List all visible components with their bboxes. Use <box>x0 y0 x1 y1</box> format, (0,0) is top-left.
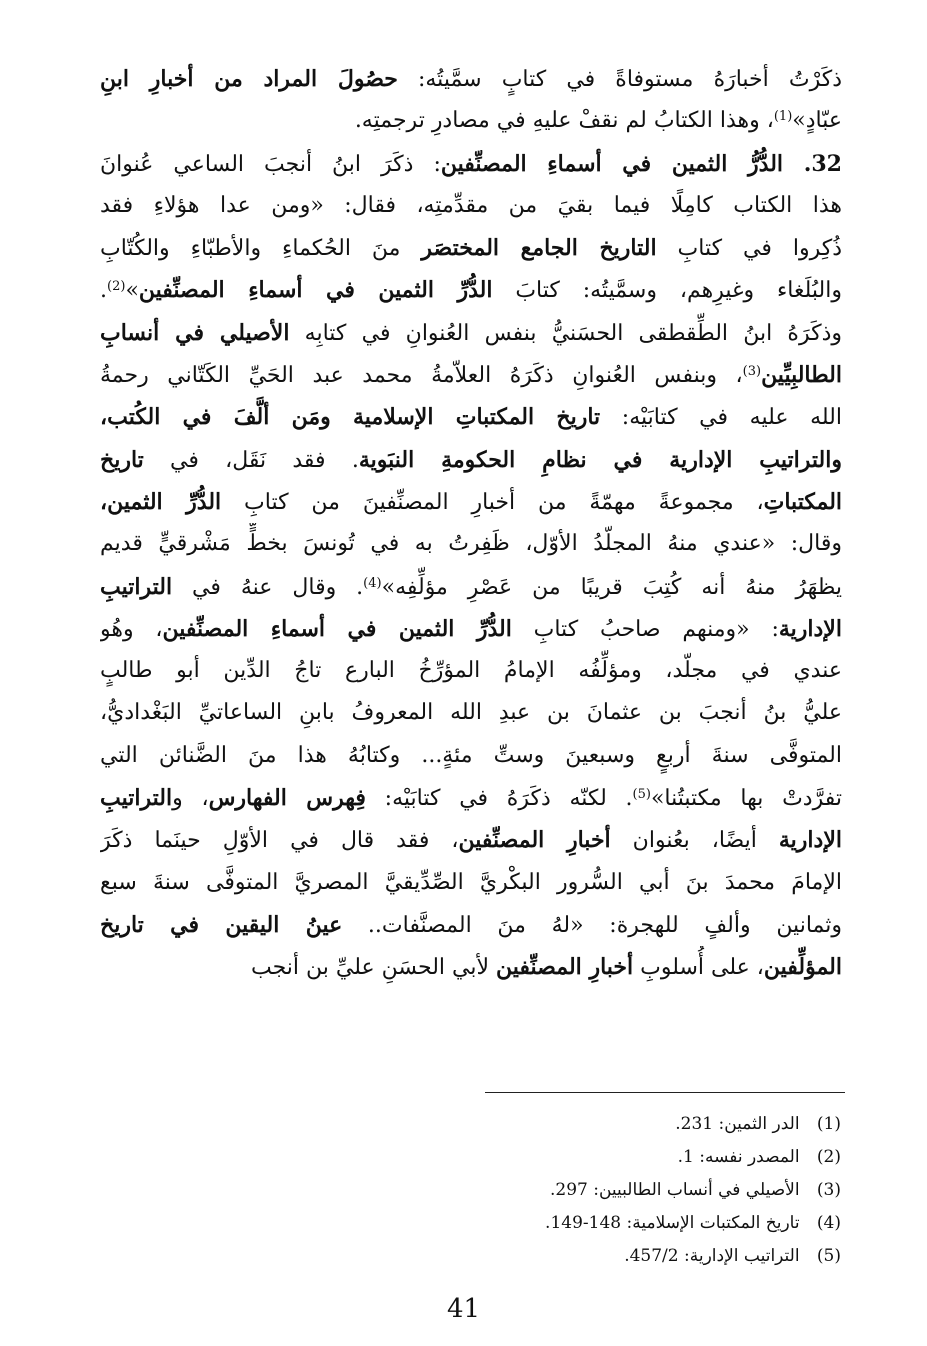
text-line <box>100 396 842 438</box>
text-segment: عبّادٍ <box>805 108 842 134</box>
footnote-separator <box>485 1092 845 1093</box>
text-line <box>100 143 842 185</box>
text-line <box>100 481 842 523</box>
text-segment: » <box>125 278 139 304</box>
footnote-ref: (2) <box>107 279 126 295</box>
text-segment: الإدارية <box>778 827 842 854</box>
text-segment: وثمانين وألفٍ للهجرة: «لهُ منَ المصنَّفات.. <box>342 912 842 938</box>
text-line <box>100 862 842 904</box>
footnote <box>241 1207 841 1240</box>
text-segment: هذا الكتاب كامِلًا فيما بقيَ من مقدِّمتِه، فقال: «ومن عدا هؤلاءِ فقد <box>100 192 842 218</box>
text-segment: ، على أُسلوبِ <box>633 955 764 981</box>
text-line <box>100 439 842 481</box>
footnote <box>241 1174 841 1207</box>
footnote <box>241 1240 841 1273</box>
text-segment: منَ الحُكماءِ والأطبّاءِ والكُتّابِ <box>100 236 422 262</box>
footnotes <box>241 1108 841 1273</box>
text-segment: التاريخ الجامع المختصَر <box>421 235 657 262</box>
text-segment: . لكنّه ذكَرَهُ في كتابَيْه: <box>365 786 633 812</box>
text-segment: الأصيلي في أنسابِ <box>100 319 290 346</box>
text-segment: : «ومنهم صاحبُ كتابِ <box>511 616 779 642</box>
text-line <box>100 354 842 396</box>
text-line <box>100 735 842 777</box>
text-line <box>100 819 842 861</box>
text-segment: الله عليه في كتابَيْه: <box>600 405 842 431</box>
text-segment: ذكَرْتُ أخبارَهُ مستوفاةً في كتابٍ سمَّيتُه: <box>397 67 842 92</box>
footnote <box>241 1108 841 1141</box>
text-segment: المكتباتِ <box>763 488 842 515</box>
text-segment: ، فقد قال في الأوّلِ حينَما ذكَرَ <box>100 828 459 854</box>
text-line <box>100 227 842 269</box>
text-segment: يظهَرُ منهُ أنه كُتِبَ قريبًا من عَصْرِ مؤلِّفِه» <box>381 574 842 600</box>
text-segment: حصُولَ المراد من أخبارِ ابنِ <box>100 66 398 92</box>
text-segment: والبُلَغاء وغيرِهم، وسمَّيتُه: كتابَ <box>492 278 842 304</box>
text-segment: الإمامَ محمدَ بنَ أبي السُّرور البكْريَّ الصِّدِّيقيَّ المصريَّ المتوفَّى سنةَ سبع <box>100 869 842 895</box>
text-line <box>100 777 842 819</box>
text-segment: . وقال عنهُ في <box>172 574 364 600</box>
text-line <box>100 904 842 946</box>
footnote-text: الدر الثمين: 231. <box>675 1114 800 1134</box>
text-segment: أخبارِ المصنِّفين <box>496 954 634 981</box>
text-segment: عينُ اليقين في تاريخ <box>100 911 343 938</box>
footnote-number: (2) <box>816 1147 841 1167</box>
text-line <box>100 58 842 100</box>
text-segment: : ذكَرَ ابنُ أنجبَ الساعي عُنوانَ <box>100 151 441 177</box>
text-segment: أخبارِ المصنِّفين <box>458 827 611 854</box>
text-segment: تفرَّدتْ بها مكتبتُنا» <box>650 786 842 812</box>
text-segment: الإدارية <box>778 615 842 642</box>
text-segment: الدُّرِّ الثمين في أسماءِ المصنِّفين <box>138 277 493 304</box>
footnote <box>241 1141 841 1174</box>
text-segment: الطالبِيِّين <box>761 362 842 389</box>
footnote-text: التراتيب الإدارية: 457/2. <box>624 1246 800 1266</box>
text-segment: وذكَرَهُ ابنُ الطِّقطقى الحسَنيُّ بنفس العُنوانِ في كتابِه <box>289 320 842 346</box>
text-segment: عندي في مجلّد، ومؤلِّفُه الإمامُ المؤرِّخُ البارع تاجُ الدِّين أبو طالبٍ <box>100 658 842 684</box>
footnote-number: (3) <box>816 1180 841 1200</box>
text-segment: الدُّرِّ الثمين، <box>100 488 222 515</box>
footnote-ref: (5) <box>632 787 651 803</box>
text-line <box>100 608 842 650</box>
footnote-text: المصدر نفسه: 1. <box>677 1147 800 1167</box>
text-segment: ذُكِروا في كتابِ <box>656 236 842 262</box>
text-segment: والتراتيبِ الإدارية في نظامِ الحكومةِ النبَوية <box>358 446 842 473</box>
text-segment: تاريخ <box>100 446 144 473</box>
text-segment: ، مجموعةً مهمّةً من أخبارِ المصنِّفينَ من كتابِ <box>221 489 764 515</box>
text-segment: عليُّ بنُ أنجبَ بن عثمانَ بن عبدِ الله المعروفُ بابنِ الساعاتيِّ البَغْداديُّ، <box>100 700 842 726</box>
footnote-text: تاريخ المكتبات الإسلامية: 148-149. <box>545 1213 800 1233</box>
text-line <box>100 523 842 565</box>
text-segment: الدُّرِّ الثمين في أسماءِ المصنِّفين <box>162 615 512 642</box>
text-line <box>100 692 842 734</box>
text-segment: » <box>792 108 806 134</box>
text-segment: أيضًا، بعُنوان <box>610 828 779 854</box>
footnote-ref: (4) <box>363 575 382 591</box>
text-segment: . فقد نَقَل، في <box>143 447 359 473</box>
text-line <box>100 650 842 692</box>
body-text <box>100 58 842 989</box>
text-line <box>100 566 842 608</box>
footnote-number: (4) <box>816 1213 841 1233</box>
text-segment: ، وبنفس العُنوانِ ذكَرَهُ العلاّمةُ محمد عبد الحَيِّ الكَتّاني رحمةُ <box>100 363 743 389</box>
text-segment: فِهرس الفهارس <box>208 785 366 812</box>
text-segment: التراتيبِ <box>100 573 173 600</box>
text-segment: تاريخ المكتباتِ الإسلامية ومَن ألَّفَ في الكُتب، <box>100 404 601 431</box>
text-line <box>100 269 842 311</box>
text-segment: المؤلِّفين <box>763 954 842 981</box>
text-segment: لأبي الحسَنِ عليِّ بن أنجب <box>251 955 497 981</box>
footnote-number: (5) <box>816 1246 841 1266</box>
text-segment: . <box>100 278 107 304</box>
text-segment: ، وهذا الكتابُ لم نقفْ عليهِ في مصادرِ ترجمتِه. <box>354 108 774 134</box>
text-line <box>100 946 842 988</box>
text-segment: 32. الدُّرُّ الثمين في أسماءِ المصنِّفين <box>440 150 842 177</box>
page-number: 41 <box>446 1294 481 1324</box>
text-segment: المتوفَّى سنةَ أربعٍ وسبعينَ وستِّ مئةٍ... وكتابُهُ هذا منَ الضَّنائن التي <box>100 742 842 768</box>
text-line <box>100 185 842 227</box>
text-segment: ، و <box>172 786 209 812</box>
text-line <box>100 100 842 142</box>
footnote-text: الأصيلي في أنساب الطالبيين: 297. <box>549 1180 800 1200</box>
footnote-number: (1) <box>816 1114 841 1134</box>
text-segment: وقال: «عندي منهُ المجلّدُ الأوّل، ظَفِرتُ به في تُونسَ بخطٍّ مَشْرقيٍّ قديم <box>100 531 842 557</box>
text-line <box>100 312 842 354</box>
footnote-ref: (1) <box>773 109 793 125</box>
footnote-ref: (3) <box>742 364 762 380</box>
text-segment: التراتيبِ <box>100 785 173 812</box>
text-segment: ، وهُو <box>100 616 163 642</box>
